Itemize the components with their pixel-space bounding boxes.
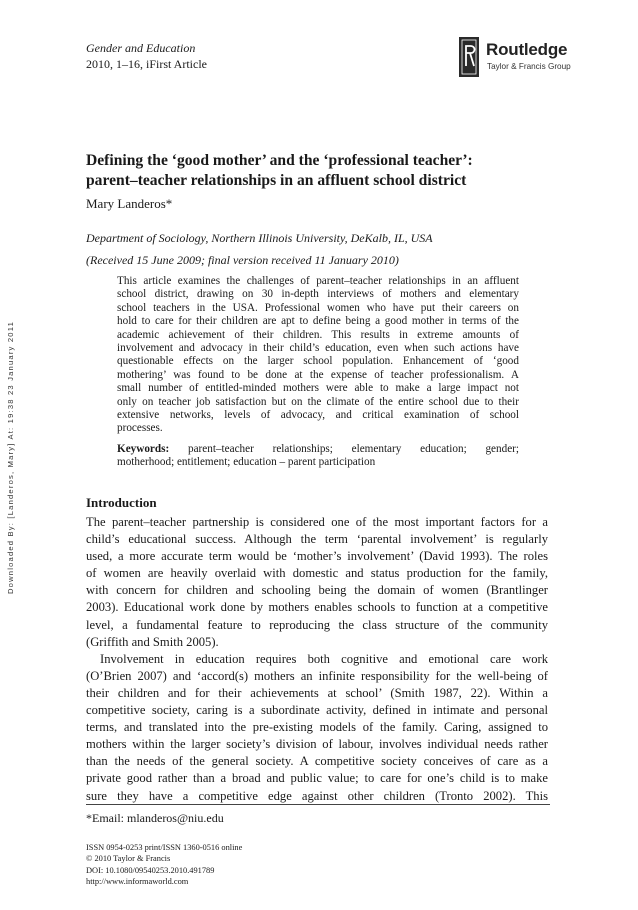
abstract-line: This article examines the challenges of parent–teacher relationships in an affluent <box>117 275 519 287</box>
abstract-line: academic achievement of their children. This results in extreme amounts of <box>117 328 519 341</box>
abstract-line: school teachers in the USA. Professional women who have put their careers on <box>117 301 519 314</box>
body-line: level, a fundamental feature to reproducing the class structure of the community <box>86 617 548 632</box>
article-title <box>86 151 546 191</box>
abstract-line: small number of entitled-minded mothers were able to make a large impact not <box>117 382 519 395</box>
keywords-list: parent–teacher relationships; elementary education; gender; <box>187 443 520 455</box>
received-dates: (Received 15 June 2009; final version received 11 January 2010) <box>86 253 399 267</box>
journal-name: Gender and Education <box>86 41 196 55</box>
body-line: mothers within the larger society’s division of labour, involves individual needs rather <box>86 737 548 752</box>
section-heading: Introduction <box>86 495 157 510</box>
body-line: (Griffith and Smith 2005). <box>86 634 219 649</box>
imprint-copyright: © 2010 Taylor & Francis <box>86 854 171 864</box>
body-line: than the needs of the general society. A competitive society conceives of care as a <box>86 754 548 769</box>
author-name: Mary Landeros* <box>86 196 173 211</box>
abstract-line: processes. <box>117 422 163 435</box>
body-line: 2003). Educational work done by mothers enables schools to function at a competitive <box>86 600 548 615</box>
abstract <box>117 275 519 436</box>
body-line: Involvement in education requires both cognitive and emotional care work <box>100 651 548 666</box>
body-line: competitive society, caring is a subordinate activity, defined in intimate and personal <box>86 703 548 718</box>
imprint-doi: DOI: 10.1080/09540253.2010.491789 <box>86 865 215 875</box>
body-line: (O’Brien 2007) and ‘accord(s) mothers an infinite responsibility for the well-being of <box>86 668 548 683</box>
download-stamp <box>4 300 18 600</box>
body-text <box>86 514 548 805</box>
journal-info <box>86 40 207 72</box>
title-line: Defining the ‘good mother’ and the ‘professional teacher’: <box>86 152 473 169</box>
abstract-line: questionable effects on the larger school population. Enhancement of ‘good <box>117 355 519 368</box>
author-affiliation: Department of Sociology, Northern Illinois University, DeKalb, IL, USA <box>86 231 433 245</box>
abstract-line: extensive networks, levels of advocacy, and critical examination of school <box>117 408 519 421</box>
abstract-line: mothering’ was found to be done at the expense of teacher professionalism. A <box>117 368 519 381</box>
keywords-label: Keywords: <box>117 443 170 455</box>
publisher-name: Routledge <box>486 40 568 59</box>
imprint-url: http://www.informaworld.com <box>86 877 189 887</box>
body-line: with concern for children and schooling being the domain of women (Brantlinger <box>86 583 548 598</box>
title-line: parent–teacher relationships in an affluent school district <box>86 172 467 189</box>
body-line: sure they have a competitive edge against other children (Tronto 2002). This <box>86 788 548 803</box>
abstract-line: hold to care for their children are apt to define being a good mother in terms of the <box>117 315 519 328</box>
body-line: The parent–teacher partnership is considered one of the most important factors for a <box>86 515 548 529</box>
body-line: their children and for their achievements at school’ (Smith 1987, 22). Within a <box>86 685 548 700</box>
keywords <box>117 443 519 470</box>
abstract-line: involvement and advocacy in their child’s education, even when such actions have <box>117 341 519 354</box>
journal-issue: 2010, 1–16, iFirst Article <box>86 57 207 71</box>
imprint <box>86 842 242 888</box>
abstract-line: school district, drawing on 30 in-depth interviews of mothers and elementary <box>117 288 519 301</box>
imprint-issn: ISSN 0954-0253 print/ISSN 1360-0516 online <box>86 843 243 852</box>
body-line: used, a more accurate term would be ‘mother’s involvement’ (David 1993). The roles <box>86 549 548 564</box>
footnote-email: *Email: mlanderos@niu.edu <box>86 811 224 825</box>
body-line: terms, and translated into the pre-existing models of the family. Caring, assigned to <box>86 720 548 735</box>
publisher-group: Taylor & Francis Group <box>487 62 571 71</box>
body-line: private good rather than a broad and public value; to care for one’s child is to make <box>86 771 548 786</box>
download-stamp-text: Downloaded By: [Landeros, Mary] At: 19:38 23 January 2011 <box>6 321 15 594</box>
keywords-list: motherhood; entitlement; education – parent participation <box>117 456 376 469</box>
abstract-line: only on teacher job satisfaction but on the climate of the entire school due to their <box>117 395 519 408</box>
publisher-logo <box>458 37 578 77</box>
routledge-logo-icon <box>458 37 480 77</box>
footnote-divider <box>86 804 550 805</box>
body-line: child’s educational success. Although the term ‘parental involvement’ is regularly <box>86 532 548 547</box>
body-line: of women are heavily overlaid with domestic and status production for the family, <box>86 566 548 581</box>
